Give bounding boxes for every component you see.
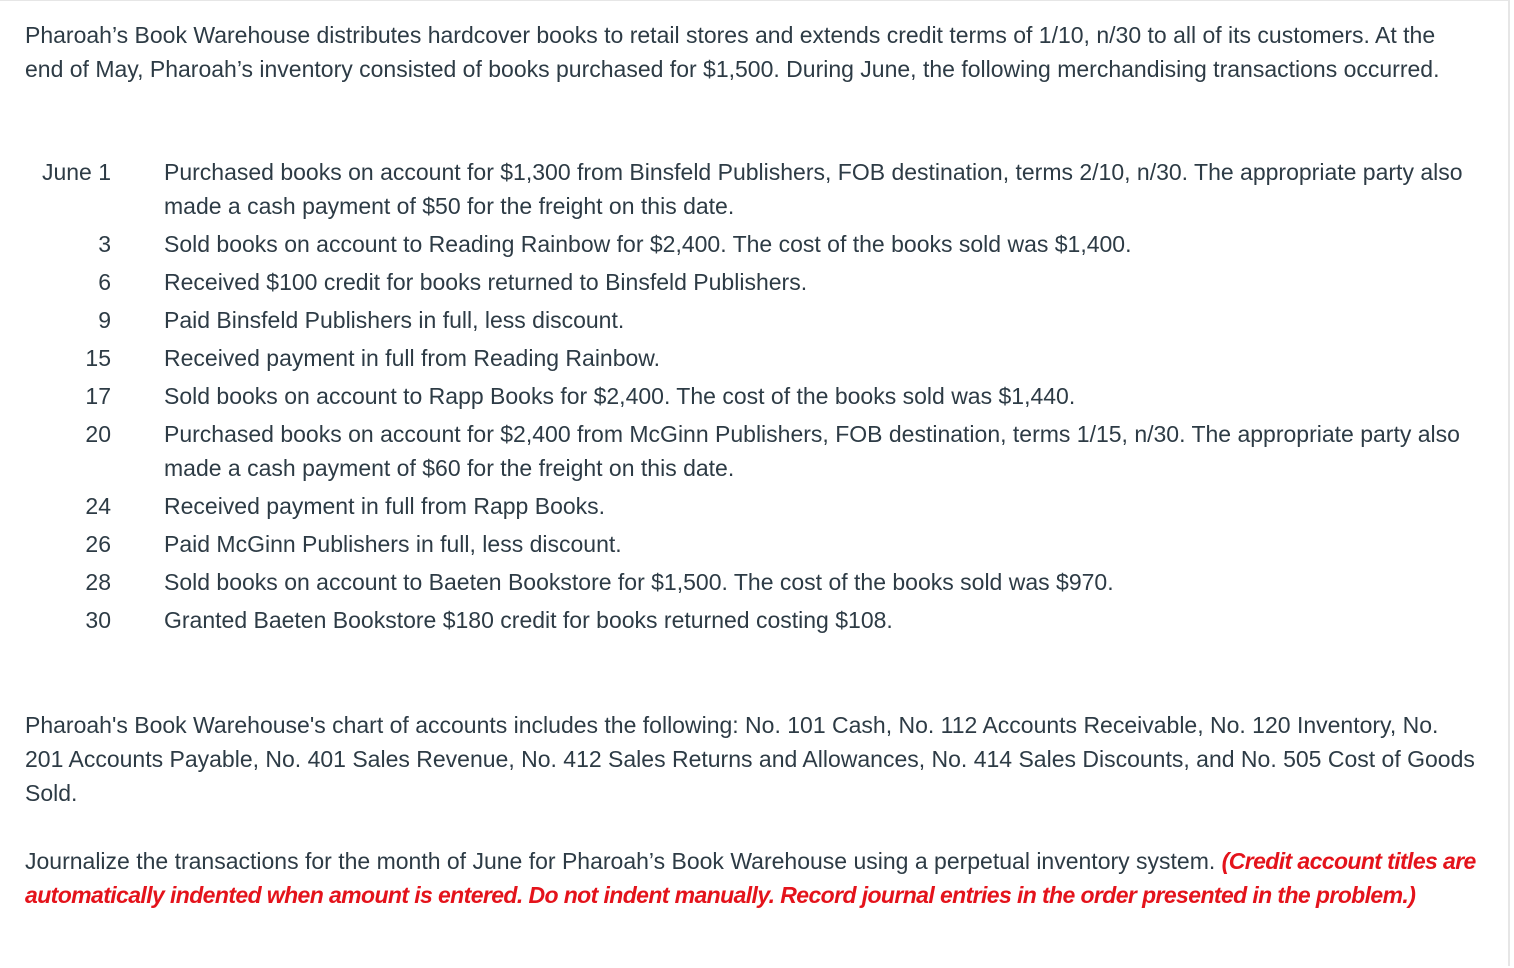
transaction-row: [25, 417, 1495, 485]
transaction-date: 24: [85, 493, 111, 519]
transaction-description: Paid McGinn Publishers in full, less discount.: [164, 531, 622, 557]
transaction-description: Sold books on account to Reading Rainbow for $2,400. The cost of the books sold was $1,400.: [164, 231, 1132, 257]
transaction-date: 30: [85, 607, 111, 633]
transaction-date: 26: [85, 531, 111, 557]
transaction-description: Received payment in full from Reading Rainbow.: [164, 345, 661, 371]
instructions: [25, 844, 1495, 912]
transaction-description: Received $100 credit for books returned to Binsfeld Publishers.: [164, 269, 808, 295]
transaction-description: Purchased books on account for $2,400 from McGinn Publishers, FOB destination, terms 1/15, n/30. The appropriate party also made a cash payment of $60 for the freight on this date.: [164, 421, 1460, 481]
transaction-description: Paid Binsfeld Publishers in full, less discount.: [164, 307, 625, 333]
transaction-date: 6: [98, 269, 111, 295]
transaction-row: [25, 303, 1495, 337]
transaction-date: 3: [98, 231, 111, 257]
transaction-description: Received payment in full from Rapp Books.: [164, 493, 606, 519]
transaction-row: [25, 603, 1495, 637]
transaction-date: 17: [85, 383, 111, 409]
instructions-note: (Credit account titles are automatically indented when amount is entered. Do not indent manually. Record journal entries in the order presented in the problem.): [25, 848, 1476, 908]
transaction-row: [25, 489, 1495, 523]
transaction-description: Sold books on account to Rapp Books for $2,400. The cost of the books sold was $1,440.: [164, 383, 1076, 409]
transaction-description: Purchased books on account for $1,300 from Binsfeld Publishers, FOB destination, terms 2/10, n/30. The appropriate party also made a cash payment of $50 for the freight on this date.: [164, 159, 1463, 219]
problem-intro: Pharoah’s Book Warehouse distributes hardcover books to retail stores and extends credit terms of 1/10, n/30 to all of its customers. At the end of May, Pharoah’s inventory consisted of books purchased for $1,500. During June, the following merchandising transactions occurred.: [25, 22, 1440, 82]
instructions-main: Journalize the transactions for the month of June for Pharoah’s Book Warehouse using a perpetual inventory system.: [25, 848, 1216, 874]
transaction-row: [25, 341, 1495, 375]
transaction-row: [25, 265, 1495, 299]
transaction-row: [25, 565, 1495, 599]
transactions-table: [25, 155, 1495, 641]
transaction-date: June 1: [41, 159, 111, 185]
transaction-row: [25, 155, 1495, 223]
transaction-description: Sold books on account to Baeten Bookstore for $1,500. The cost of the books sold was $970.: [164, 569, 1114, 595]
transaction-date: 9: [98, 307, 111, 333]
transaction-description: Granted Baeten Bookstore $180 credit for books returned costing $108.: [164, 607, 893, 633]
transaction-row: [25, 227, 1495, 261]
chart-of-accounts-text: Pharoah's Book Warehouse's chart of accounts includes the following: No. 101 Cash, No. 112 Accounts Receivable, No. 120 Inventory, No. 201 Accounts Payable, No. 401 Sales Revenue, No. 412 Sales Returns and Allowances, No. 414 Sales Discounts, and No. 505 Cost of Goods Sold.: [25, 712, 1475, 806]
transaction-date: 20: [85, 421, 111, 447]
transaction-date: 15: [85, 345, 111, 371]
transaction-row: [25, 527, 1495, 561]
transaction-row: [25, 379, 1495, 413]
transaction-date: 28: [85, 569, 111, 595]
